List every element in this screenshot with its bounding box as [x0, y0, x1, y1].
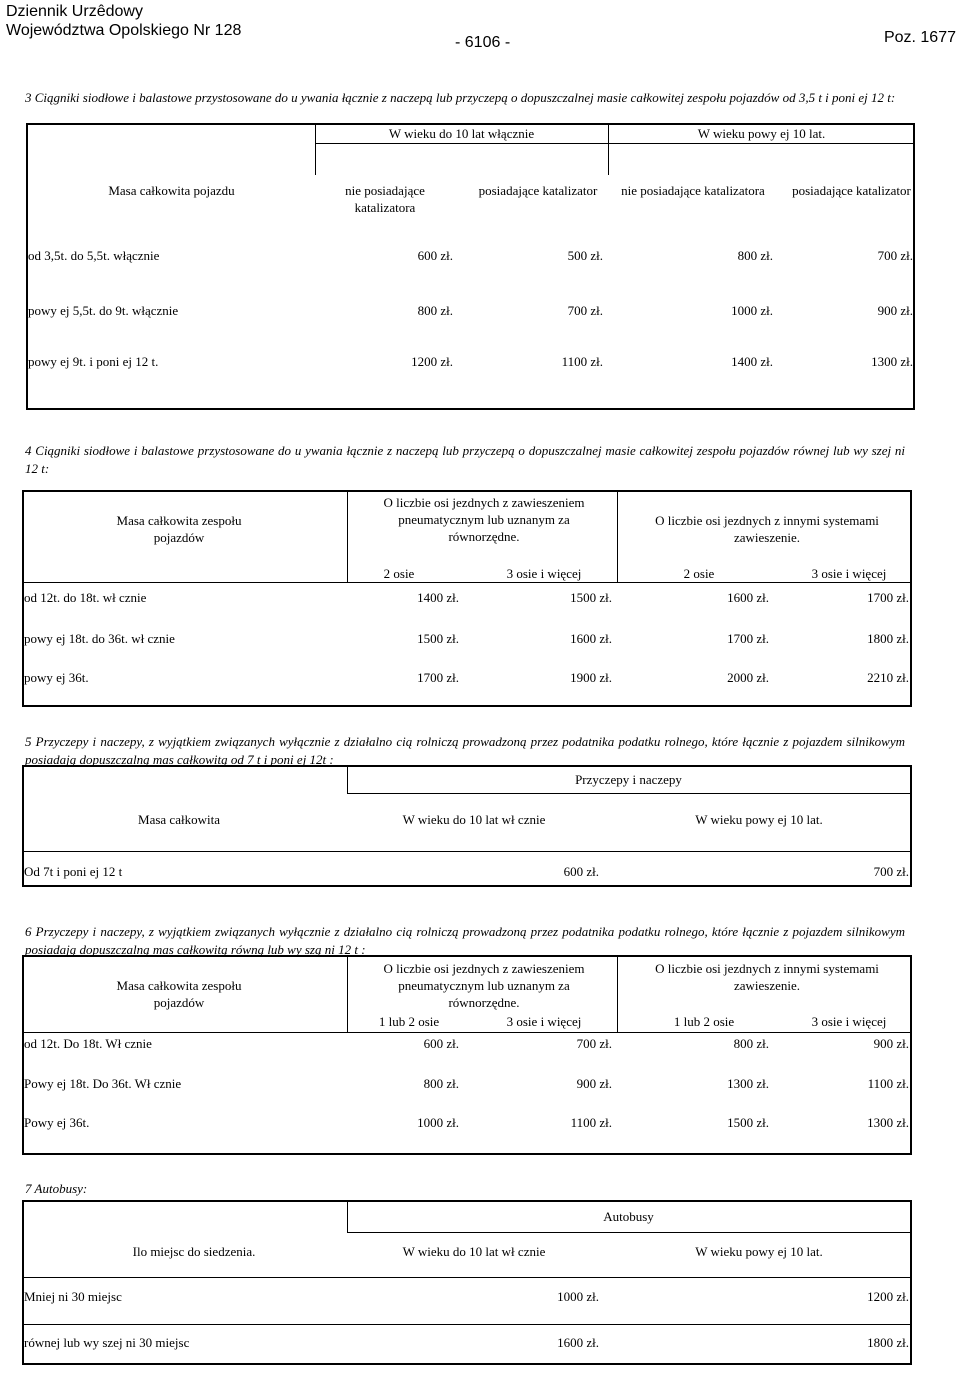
s6-sub-header: 1 lub 2 osie	[378, 1014, 440, 1029]
s4-cell: 1500 zł.	[417, 631, 459, 646]
s4-row-label: od 12t. do 18t. wł cznie	[24, 590, 147, 605]
section-3-title: 3 Ciągniki siodłowe i balastowe przystosowane do u ywania łącznie z naczepą lub przyczepą o dopuszczalnej masie całkowitej zespołu pojazdów od 3,5 t i poni ej 12 t:	[25, 90, 896, 105]
s5-col-upto: W wieku do 10 lat wł cznie	[402, 812, 546, 827]
s6-cell: 800 zł.	[733, 1036, 769, 1051]
s5-col-mass: Masa całkowita	[138, 812, 220, 827]
s6-col-pneu: O liczbie osi jezdnych z zawieszeniem pneumatycznym lub uznanym za równorzędne.	[383, 961, 585, 1010]
s4-row-label: powy ej 18t. do 36t. wł cznie	[24, 631, 175, 646]
section-7-table	[22, 1200, 912, 1365]
position-number: Poz. 1677	[883, 29, 956, 46]
s3-cell: 800 zł.	[737, 248, 773, 263]
s6-cell: 800 zł.	[423, 1076, 459, 1091]
section-7-title: 7 Autobusy:	[25, 1181, 88, 1196]
s6-cell: 1500 zł.	[727, 1115, 769, 1130]
section-6-table	[22, 955, 912, 1155]
s6-cell: 1100 zł.	[867, 1076, 909, 1091]
journal-title-line2: Województwa Opolskiego Nr 128	[6, 22, 242, 39]
s7-col-seats: Ilo miejsc do siedzenia.	[132, 1244, 256, 1259]
s4-cell: 1900 zł.	[570, 670, 612, 685]
s6-col-mass: Masa całkowita zespołu pojazdów	[116, 978, 242, 1010]
s4-sub-header: 2 osie	[683, 566, 715, 581]
s3-age-upto: W wieku do 10 lat włącznie	[388, 126, 535, 141]
page-number: - 6106 -	[455, 34, 511, 51]
s7-col-over: W wieku powy ej 10 lat.	[695, 1244, 823, 1259]
section-5-title: 5 Przyczepy i naczepy, z wyjątkiem związanych wyłącznie z działalno cią rolniczą prowadzoną przez podatnika podatku rolnego, które łącznie z pojazdem silnikowym posiadają dopuszczalną mas całkowitą od 7 t i poni ej 12t :	[25, 734, 905, 767]
s7-cell: 1000 zł.	[557, 1289, 599, 1304]
s4-cell: 2000 zł.	[727, 670, 769, 685]
s4-cell: 1800 zł.	[867, 631, 909, 646]
s3-row-label: powy ej 5,5t. do 9t. włącznie	[28, 303, 179, 318]
s4-col-mass: Masa całkowita zespołu pojazdów	[116, 513, 242, 545]
s4-cell: 1700 zł.	[867, 590, 909, 605]
s3-col1: nie posiadające katalizatora	[345, 183, 425, 215]
s5-cell: 700 zł.	[873, 864, 909, 879]
s7-row-label: Mniej ni 30 miejsc	[24, 1289, 122, 1304]
s7-cell: 1600 zł.	[557, 1335, 599, 1350]
s6-sub-header: 3 osie i więcej	[506, 1014, 582, 1029]
s4-cell: 1600 zł.	[727, 590, 769, 605]
section-3-table	[26, 123, 915, 410]
s4-cell: 1700 zł.	[417, 670, 459, 685]
s6-cell: 600 zł.	[423, 1036, 459, 1051]
s6-sub-header: 1 lub 2 osie	[673, 1014, 735, 1029]
s3-row-label: powy ej 9t. i poni ej 12 t.	[28, 354, 159, 369]
s3-cell: 1100 zł.	[561, 354, 603, 369]
s3-cell: 1000 zł.	[731, 303, 773, 318]
s3-cell: 1200 zł.	[411, 354, 453, 369]
s6-cell: 900 zł.	[873, 1036, 909, 1051]
s4-cell: 1700 zł.	[727, 631, 769, 646]
s6-cell: 1300 zł.	[727, 1076, 769, 1091]
s3-cell: 900 zł.	[877, 303, 913, 318]
s3-col-mass: Masa całkowita pojazdu	[108, 183, 235, 198]
s5-col-over: W wieku powy ej 10 lat.	[695, 812, 823, 827]
s4-sub-header: 2 osie	[383, 566, 415, 581]
s6-cell: 900 zł.	[576, 1076, 612, 1091]
s6-col-other: O liczbie osi jezdnych z innymi systemami zawieszenie.	[655, 961, 879, 993]
s4-cell: 1500 zł.	[570, 590, 612, 605]
s6-row-label: Powy ej 36t.	[24, 1115, 90, 1130]
journal-title-line1: Dziennik Urzêdowy	[6, 3, 143, 20]
s7-col-upto: W wieku do 10 lat wł cznie	[402, 1244, 546, 1259]
s4-row-label: powy ej 36t.	[24, 670, 89, 685]
section-5-table	[22, 765, 912, 887]
s3-cell: 700 zł.	[877, 248, 913, 263]
s6-row-label: Powy ej 18t. Do 36t. Wł cznie	[24, 1076, 182, 1091]
s5-group: Przyczepy i naczepy	[575, 772, 682, 787]
section-4-table	[22, 490, 912, 707]
s3-age-over: W wieku powy ej 10 lat.	[697, 126, 826, 141]
s3-cell: 600 zł.	[417, 248, 453, 263]
journal-title	[6, 2, 241, 40]
s6-cell: 1100 zł.	[570, 1115, 612, 1130]
s4-cell: 1400 zł.	[417, 590, 459, 605]
s3-cell: 1300 zł.	[871, 354, 913, 369]
section-4-title: 4 Ciągniki siodłowe i balastowe przystosowane do u ywania łącznie z naczepą lub przyczepą o dopuszczalnej masie całkowitej zespołu pojazdów równej lub wy szej ni 12 t:	[25, 443, 905, 476]
s3-cell: 800 zł.	[417, 303, 453, 318]
s3-col4: posiadające katalizator	[792, 183, 911, 198]
s3-cell: 500 zł.	[567, 248, 603, 263]
s6-sub-header: 3 osie i więcej	[811, 1014, 887, 1029]
s6-cell: 700 zł.	[576, 1036, 612, 1051]
s4-cell: 2210 zł.	[867, 670, 909, 685]
s5-cell: 600 zł.	[563, 864, 599, 879]
s5-row-label: Od 7t i poni ej 12 t	[24, 864, 123, 879]
section-6-title: 6 Przyczepy i naczepy, z wyjątkiem związanych wyłącznie z działalno cią rolniczą prowadzoną przez podatnika podatku rolnego, które łącznie z pojazdem silnikowym posiadają dopuszczalną mas całkowitą równą lub wy szą ni 12 t :	[25, 924, 905, 957]
s6-cell: 1000 zł.	[417, 1115, 459, 1130]
s3-cell: 700 zł.	[567, 303, 603, 318]
s7-row-label: równej lub wy szej ni 30 miejsc	[24, 1335, 190, 1350]
s4-cell: 1600 zł.	[570, 631, 612, 646]
s4-col-pneu: O liczbie osi jezdnych z zawieszeniem pneumatycznym lub uznanym za równorzędne.	[383, 495, 585, 544]
s3-col2: posiadające katalizator	[478, 183, 598, 198]
s6-row-label: od 12t. Do 18t. Wł cznie	[24, 1036, 152, 1051]
s4-col-other: O liczbie osi jezdnych z innymi systemami zawieszenie.	[655, 513, 879, 545]
s7-group: Autobusy	[603, 1209, 654, 1224]
s3-cell: 1400 zł.	[731, 354, 773, 369]
s6-cell: 1300 zł.	[867, 1115, 909, 1130]
s7-cell: 1800 zł.	[867, 1335, 909, 1350]
s4-sub-header: 3 osie i więcej	[811, 566, 887, 581]
s7-cell: 1200 zł.	[867, 1289, 909, 1304]
s4-sub-header: 3 osie i więcej	[506, 566, 582, 581]
s3-row-label: od 3,5t. do 5,5t. włącznie	[28, 248, 160, 263]
s3-col3: nie posiadające katalizatora	[621, 183, 765, 198]
